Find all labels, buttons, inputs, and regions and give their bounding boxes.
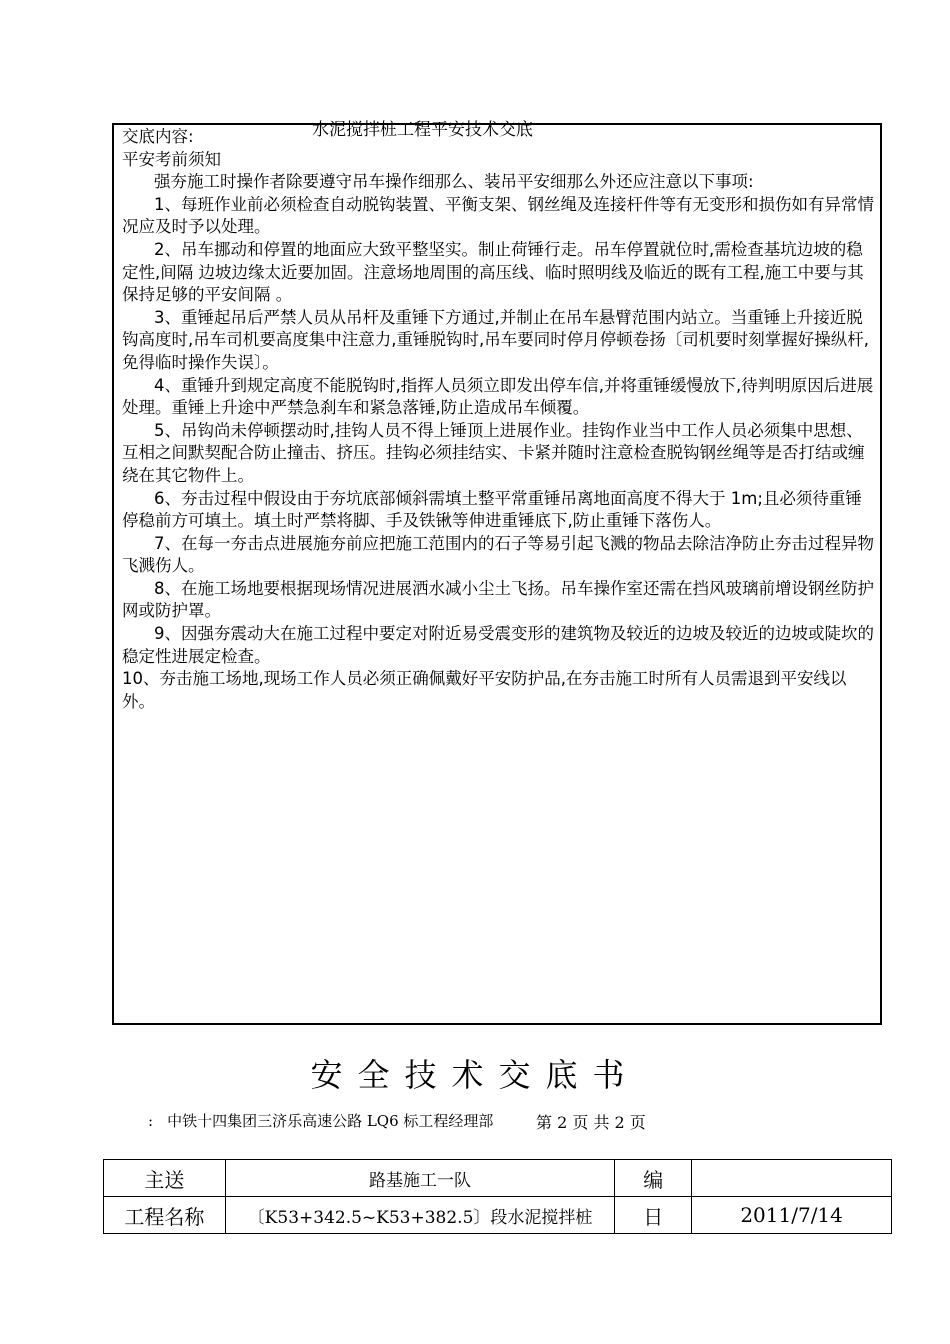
page-indicator: 第 2 页 共 2 页 — [536, 1113, 646, 1132]
company-line — [148, 1110, 493, 1131]
item-5: 5、吊钩尚未停顿摆动时,挂钩人员不得上锤顶上进展作业。挂钩作业当中工作人员必须集中思想、互相之间默契配合防止撞击、挤压。挂钩必须挂结实、卡紧并随时注意检查脱钩钢丝绳等是否打结或缠绕在其它物件上。 — [122, 420, 865, 485]
content-label: 交底内容: — [122, 127, 194, 146]
table-row — [104, 1160, 892, 1197]
section-heading: 平安考前须知 — [122, 149, 221, 169]
item-1: 1、每班作业前必须检查自动脱钩装置、平衡支架、钢丝绳及连接杆件等有无变形和损伤如有异常情况应及时予以处理。 — [122, 194, 874, 237]
date-value: 2011/7/14 — [692, 1197, 892, 1234]
company-colon: : — [148, 1112, 154, 1130]
number-value — [692, 1160, 892, 1197]
item-10: 10、夯击施工场地,现场工作人员必须正确佩戴好平安防护品,在夯击施工时所有人员需退到平安线以外。 — [122, 669, 847, 711]
project-name-value: 〔K53+342.5~K53+382.5〕段水泥搅拌桩 — [225, 1197, 615, 1234]
item-6: 6、夯击过程中假设由于夯坑底部倾斜需填土整平常重锤吊离地面高度不得大于 1m;且必须待重锤停稳前方可填土。填土时严禁将脚、手及铁锹等伸进重锤底下,防止重锤下落伤人。 — [122, 488, 862, 531]
date-label: 日 — [615, 1197, 692, 1234]
table-row — [104, 1197, 892, 1234]
item-4: 4、重锤升到规定高度不能脱钩时,指挥人员须立即发出停车信,并将重锤缓慢放下,待判明原因后进展处理。重锤上升途中严禁急刹车和紧急落锤,防止造成吊车倾覆。 — [122, 375, 874, 418]
recipient-value: 路基施工一队 — [225, 1160, 615, 1197]
item-2: 2、吊车挪动和停置的地面应大致平整坚实。制止荷锤行走。吊车停置就位时,需检查基坑边坡的稳定性,间隔 边坡边缘太近要加固。注意场地周围的高压线、临时照明线及临近的既有工程,施工中要与其保持足够的平安间隔 。 — [122, 239, 864, 305]
document-title: 水泥搅拌桩工程平安技术交底 — [312, 120, 533, 140]
item-8: 8、在施工场地要根据现场情况进展洒水减小尘土飞扬。吊车操作室还需在挡风玻璃前增设钢丝防护网或防护罩。 — [122, 578, 874, 621]
recipient-label: 主送 — [104, 1160, 226, 1197]
item-7: 7、在每一夯击点进展施夯前应把施工范围内的石子等易引起飞溅的物品去除洁净防止夯击过程异物飞溅伤人。 — [122, 533, 874, 576]
item-9: 9、因强夯震动大在施工过程中要定对附近易受震变形的建筑物及较近的边坡及较近的边坡或陡坎的稳定性进展定检查。 — [122, 624, 874, 666]
briefing-content — [122, 126, 874, 713]
company-name: 中铁十四集团三济乐高速公路 LQ6 标工程经理部 — [167, 1112, 494, 1130]
project-name-label: 工程名称 — [104, 1197, 226, 1234]
info-table — [103, 1159, 892, 1234]
item-3: 3、重锤起吊后严禁人员从吊杆及重锤下方通过,并制止在吊车悬臂范围内站立。当重锤上升接近脱钩高度时,吊车司机要高度集中注意力,重锤脱钩时,吊车要同时停月停顿卷扬〔司机要时刻掌握好操纵杆,免得临时操作失误〕。 — [122, 307, 869, 372]
big-title: 安全技术交底书 — [310, 1056, 640, 1094]
intro-paragraph: 强夯施工时操作者除要遵守吊车操作细那么、装吊平安细那么外还应注意以下事项: — [154, 172, 754, 192]
number-label: 编 — [615, 1160, 692, 1197]
